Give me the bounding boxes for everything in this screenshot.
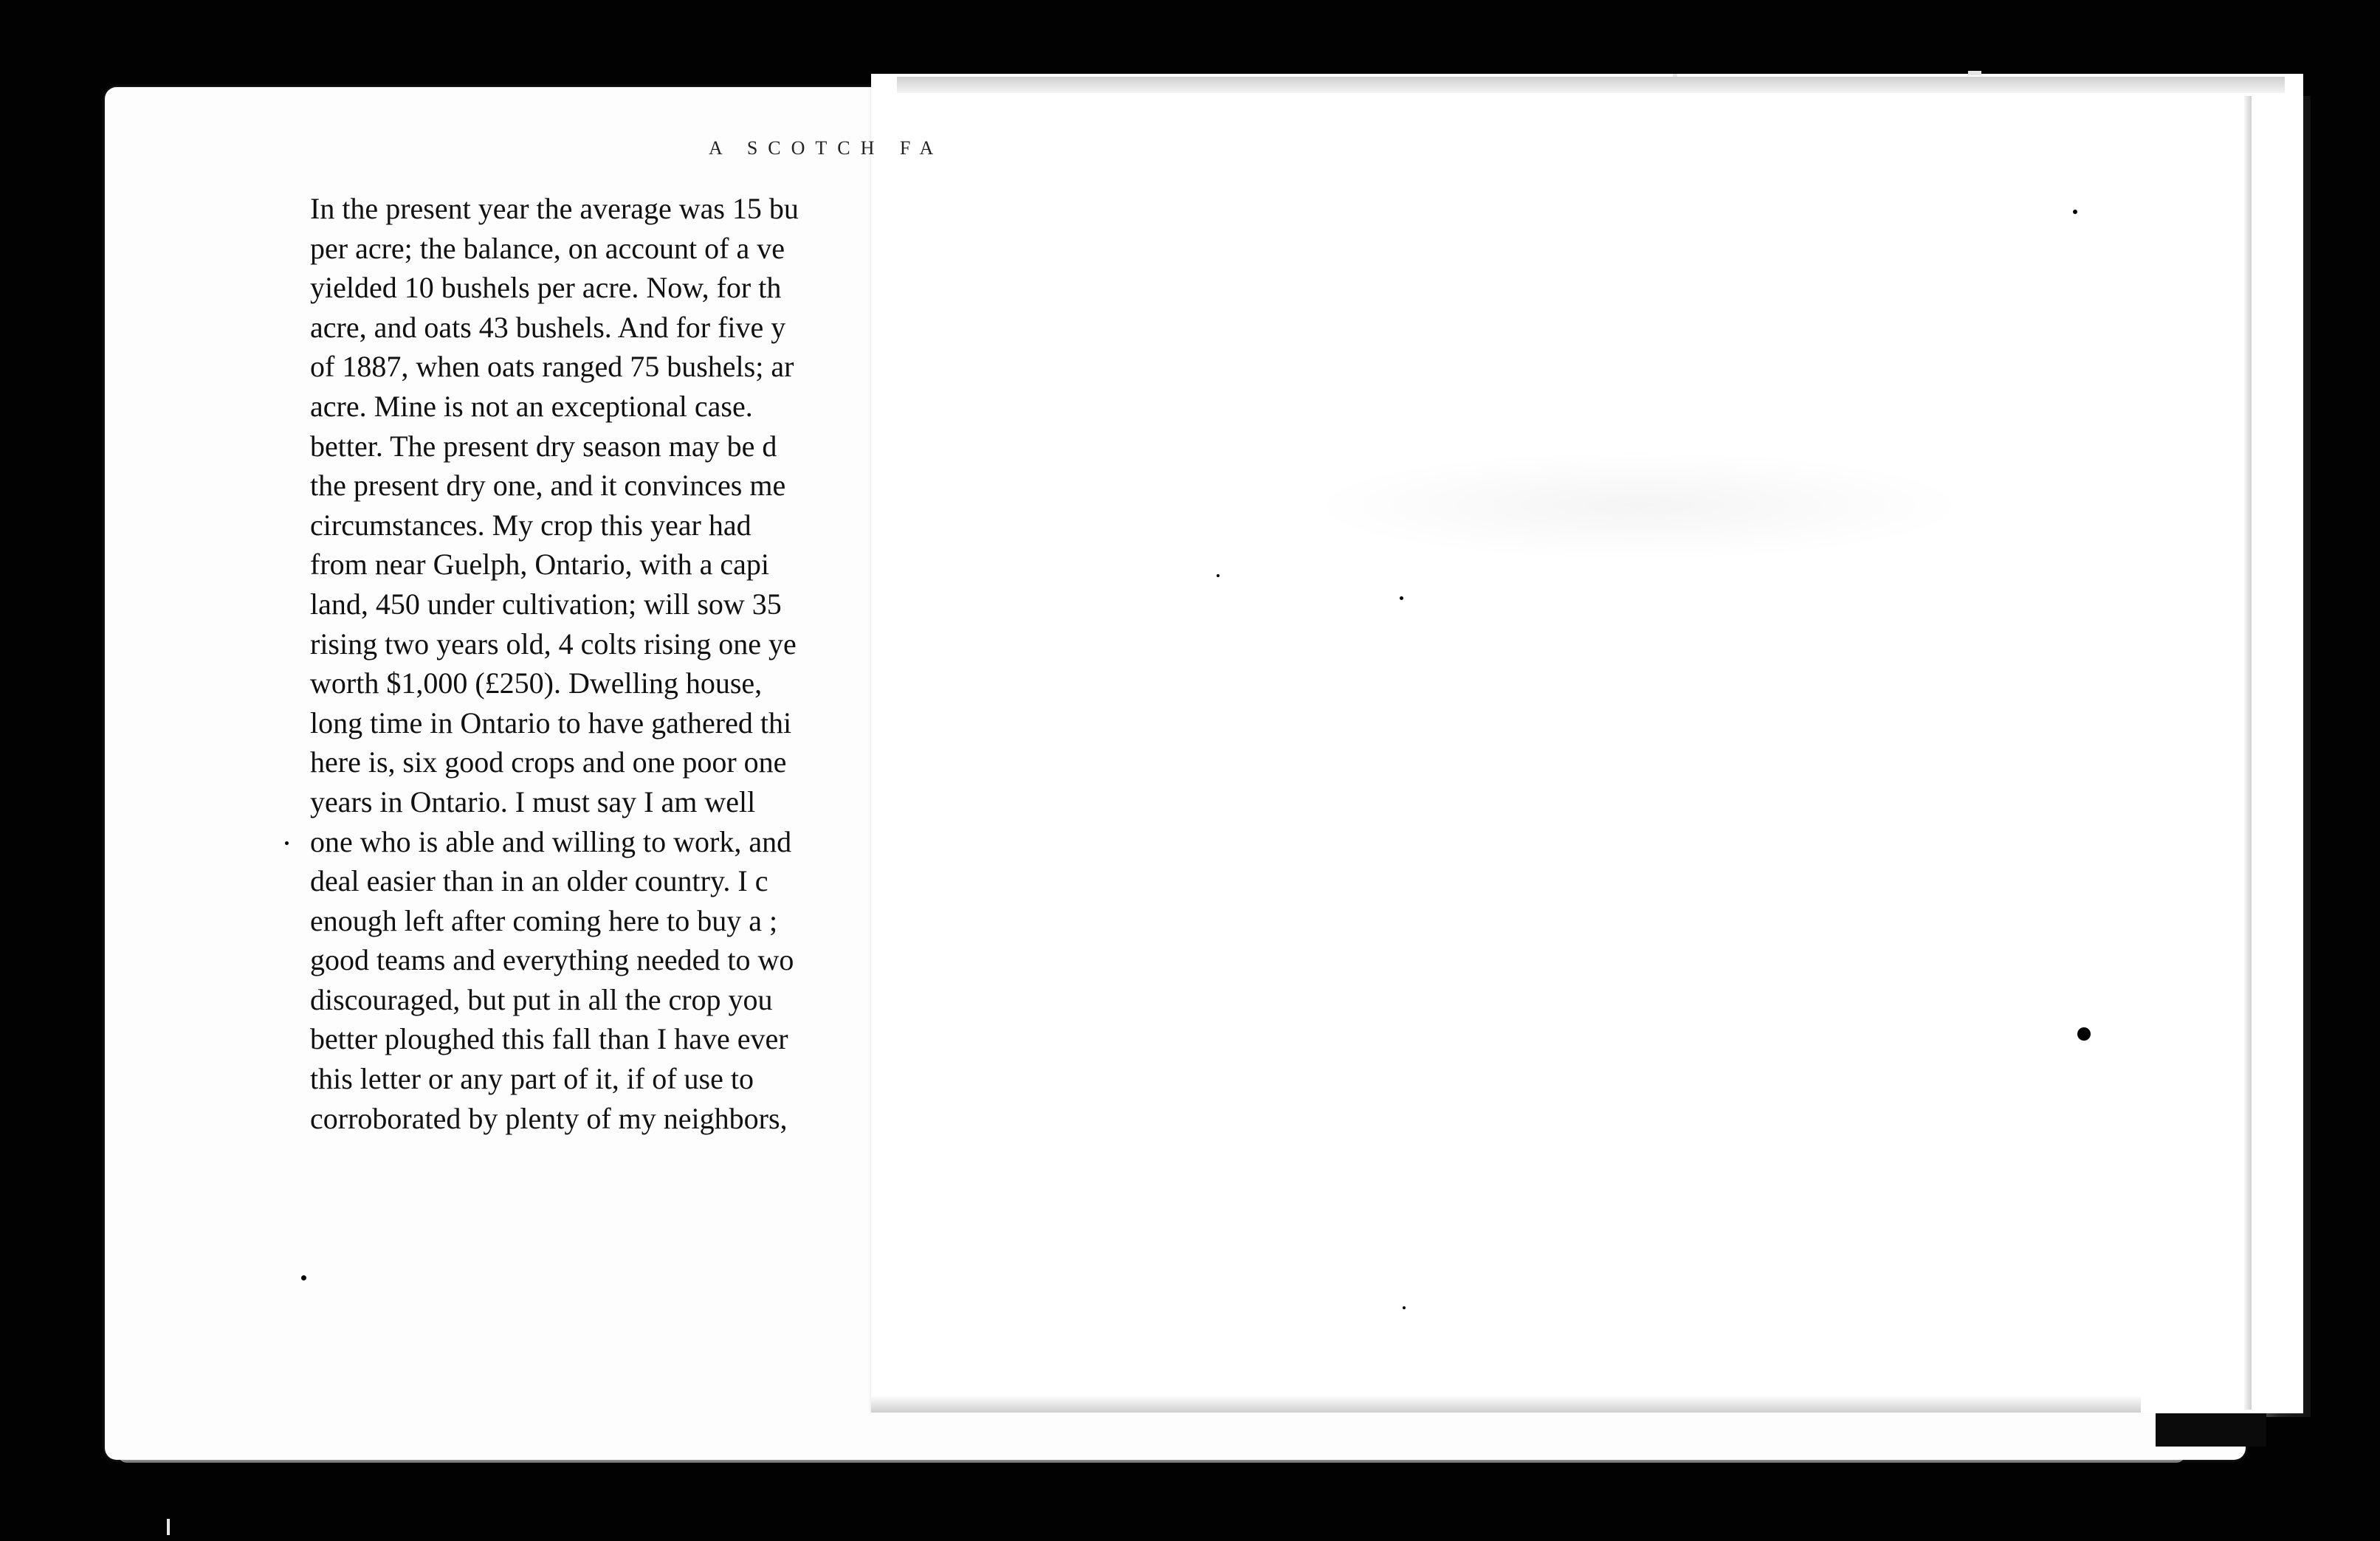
text-line: one who is able and willing to work, and	[310, 824, 792, 858]
text-line: the present dry one, and it convinces me	[310, 469, 786, 503]
text-line: here is, six good crops and one poor one	[310, 745, 787, 779]
text-line: long time in Ontario to have gathered thi	[310, 706, 792, 740]
text-line: yielded 10 bushels per acre. Now, for th	[310, 271, 782, 305]
text-line: good teams and everything needed to wo	[310, 943, 794, 977]
white-speck	[1673, 74, 1677, 77]
text-line: of 1887, when oats ranged 75 bushels; ar	[310, 350, 794, 384]
text-line: worth $1,000 (£250). Dwelling house,	[310, 666, 763, 700]
text-line: circumstances. My crop this year had	[310, 508, 752, 542]
dust-speck	[285, 841, 289, 845]
text-line: land, 450 under cultivation; will sow 35	[310, 587, 782, 621]
text-line: from near Guelph, Ontario, with a capi	[310, 548, 770, 582]
dust-speck	[2077, 1027, 2091, 1041]
overlapping-blank-sheet	[871, 74, 2303, 1413]
running-head: A SCOTCH FA	[709, 137, 944, 159]
text-line: enough left after coming here to buy a ;	[310, 903, 778, 937]
dust-speck	[1400, 596, 1403, 600]
dust-speck	[2073, 210, 2077, 214]
right-sheet-lower-edge	[871, 1395, 2141, 1413]
white-speck	[1968, 71, 1981, 75]
white-speck	[167, 1519, 170, 1535]
right-sheet-inner-edge	[2244, 96, 2252, 1410]
text-line: In the present year the average was 15 bu	[310, 192, 799, 225]
faint-bleedthrough-heading	[1307, 450, 1971, 561]
text-line: acre. Mine is not an exceptional case.	[310, 389, 753, 423]
text-line: better ploughed this fall than I have ever	[310, 1022, 788, 1056]
text-line: discouraged, but put in all the crop you	[310, 982, 773, 1016]
dust-speck	[1217, 574, 1220, 577]
body-text	[310, 189, 893, 1178]
text-line: per acre; the balance, on account of a ve	[310, 231, 785, 265]
text-line: rising two years old, 4 colts rising one ye	[310, 627, 797, 661]
text-line: deal easier than in an older country. I c	[310, 864, 768, 898]
text-line: years in Ontario. I must say I am well	[310, 785, 756, 818]
text-line: this letter or any part of it, if of use to	[310, 1062, 754, 1096]
dust-speck	[301, 1275, 306, 1280]
dust-speck	[1403, 1306, 1406, 1309]
text-line: better. The present dry season may be d	[310, 429, 777, 463]
right-sheet-top-edge	[897, 77, 2285, 93]
text-line: corroborated by plenty of my neighbors,	[310, 1101, 788, 1135]
text-line: acre, and oats 43 bushels. And for five y	[310, 310, 786, 344]
